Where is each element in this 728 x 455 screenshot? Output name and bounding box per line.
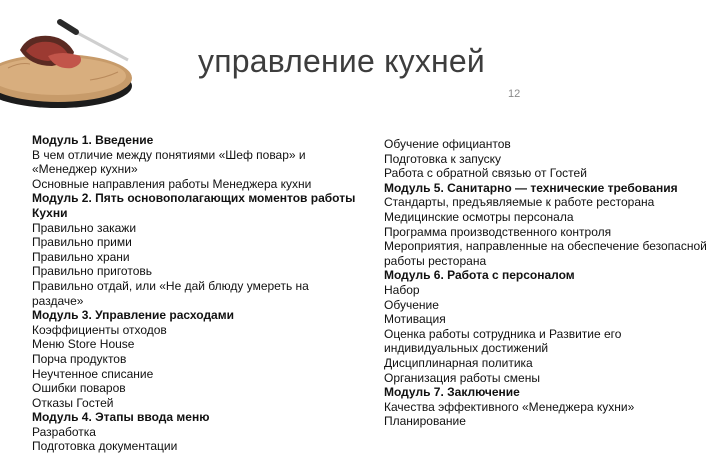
list-item: Программа производственного контроля	[384, 224, 612, 239]
list-item: Неучтенное списание	[32, 366, 154, 381]
list-item: Правильно прими	[32, 235, 132, 250]
list-item: Медицинские осмотры персонала	[384, 209, 574, 224]
agenda-left-column	[32, 133, 362, 454]
module-heading: Модуль 3. Управление расходами	[32, 308, 234, 323]
list-item: Подготовка документации	[32, 439, 178, 454]
list-item: В чем отличие между понятиями «Шеф повар» и «Менеджер кухни»	[32, 147, 306, 177]
list-item: Обучение	[384, 297, 439, 312]
list-item: Коэффициенты отходов	[32, 322, 167, 337]
agenda-right-column	[384, 137, 714, 429]
list-item: Работа с обратной связью от Гостей	[384, 166, 587, 181]
list-item: Отказы Гостей	[32, 395, 114, 410]
list-item: Качества эффективного «Менеджера кухни»	[384, 399, 635, 414]
module-heading: Модуль 1. Введение	[32, 133, 154, 147]
steak-on-board-icon	[0, 8, 140, 108]
page-title: управление кухней	[198, 43, 485, 79]
list-item: Оценка работы сотрудника и Развитие его индивидуальных достижений	[384, 326, 622, 356]
list-item: Дисциплинарная политика	[384, 355, 533, 370]
list-item: Правильно храни	[32, 249, 130, 264]
list-item: Мероприятия, направленные на обеспечение безопасной работы ресторана	[384, 239, 707, 268]
list-item: Стандарты, предъявляемые к работе ресторана	[384, 195, 655, 210]
list-item: Организация работы смены	[384, 370, 540, 385]
list-item: Обучение официантов	[384, 137, 511, 151]
list-item: Основные направления работы Менеджера кухни	[32, 176, 312, 191]
list-item: Порча продуктов	[32, 351, 127, 366]
list-item: Правильно приготовь	[32, 264, 152, 279]
list-item: Мотивация	[384, 312, 446, 327]
list-item: Разработка	[32, 424, 96, 439]
module-heading: Модуль 2. Пять основополагающих моментов работы Кухни	[32, 191, 356, 220]
list-item: Ошибки поваров	[32, 381, 126, 396]
module-heading: Модуль 4. Этапы ввода меню	[32, 410, 210, 425]
list-item: Планирование	[384, 414, 466, 429]
module-heading: Модуль 5. Санитарно — технические требования	[384, 180, 678, 195]
page-number: 12	[508, 88, 521, 100]
list-item: Набор	[384, 282, 420, 297]
list-item: Правильно закажи	[32, 220, 137, 235]
list-item: Меню Store House	[32, 337, 135, 352]
list-item: Правильно отдай, или «Не дай блюду умереть на раздаче»	[32, 278, 309, 308]
module-heading: Модуль 6. Работа с персоналом	[384, 268, 575, 283]
module-heading: Модуль 7. Заключение	[384, 385, 520, 400]
list-item: Подготовка к запуску	[384, 151, 501, 166]
